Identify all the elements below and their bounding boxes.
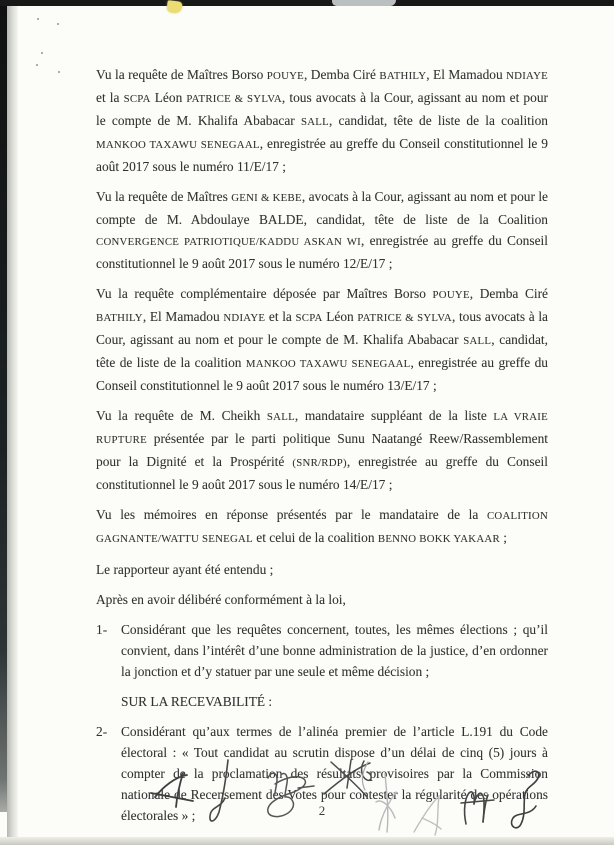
smallcaps-text-run: LA VRAIE RUPTURE	[96, 411, 548, 446]
smallcaps-text-run: NDIAYE	[223, 312, 266, 324]
paragraph	[96, 589, 548, 610]
top-scan-glare	[332, 0, 396, 6]
text-run: SUR LA RECEVABILITÉ :	[121, 694, 273, 709]
document-text	[96, 64, 548, 835]
paragraph	[96, 504, 548, 550]
smallcaps-text-run: SALL	[266, 411, 295, 423]
text-run: , enregistrée au greffe du Conseil constitutionnel le 9 août 2017 sous le numéro 14/E/17 ;	[96, 454, 548, 492]
pencil-dot	[36, 64, 38, 66]
bottom-scan-shadow	[0, 837, 614, 845]
text-run: , tous avocats à la Cour, agissant au nom et pour le compte de M. Khalifa Ababacar	[96, 309, 548, 347]
text-run: Vu la requête de Maîtres Borso	[96, 67, 267, 82]
text-run: et celui de la coalition	[252, 530, 378, 545]
signature-ink-6	[370, 772, 404, 834]
text-run: Vu la requête complémentaire déposée par Maîtres Borso	[96, 286, 433, 301]
signature-ink-9	[506, 766, 548, 832]
text-run: , Demba Ciré	[469, 286, 548, 301]
smallcaps-text-run: BENNO BOKK YAKAAR	[377, 533, 500, 545]
text-run: , avocats à la Cour, agissant au nom et pour le compte de M. Abdoulaye BALDE, candidat, tête de liste de la Coalition	[96, 189, 549, 227]
smallcaps-text-run: SCPA	[123, 93, 151, 105]
text-run: , tous avocats à la Cour, agissant au nom et pour le compte de M. Khalifa Ababacar	[96, 90, 548, 128]
text-run: , Demba Ciré	[304, 67, 380, 82]
smallcaps-text-run: CONVERGENCE PATRIOTIQUE/KADDU ASKAN WI	[96, 236, 362, 248]
paragraph	[96, 283, 548, 396]
section-heading	[96, 691, 548, 712]
smallcaps-text-run: POUYE	[432, 289, 470, 301]
text-run: , El Mamadou	[142, 309, 224, 324]
paragraph	[96, 559, 548, 580]
text-run: , candidat, tête de liste de la coalition	[328, 113, 548, 128]
text-run: ;	[499, 530, 507, 545]
smallcaps-text-run: PATRICE & SYLVA	[186, 93, 282, 105]
smallcaps-text-run: BATHILY	[379, 70, 427, 82]
text-run: , enregistrée au greffe du Conseil constitutionnel le 9 août 2017 sous le numéro 13/E/17 ;	[96, 355, 548, 393]
smallcaps-text-run: NDIAYE	[506, 70, 548, 82]
paragraph	[96, 64, 548, 177]
signature-ink-7	[410, 792, 446, 836]
pencil-dot	[57, 23, 59, 25]
smallcaps-text-run: MANKOO TAXAWU SENEGAAL	[245, 358, 411, 370]
pencil-dot	[37, 18, 39, 20]
smallcaps-text-run: GENI & KEBE	[231, 192, 302, 204]
smallcaps-text-run: MANKOO TAXAWU SENEGAAL	[96, 139, 260, 151]
smallcaps-text-run: COALITION GAGNANTE/WATTU SENEGAL	[96, 510, 548, 545]
text-run: présentée par le parti politique Sunu Naatangé Reew/Rassemblement pour la Dignité et la Prospérité	[96, 431, 548, 469]
text-run: Le rapporteur ayant été entendu ;	[96, 562, 274, 577]
smallcaps-text-run: PATRICE & SYLVA	[357, 312, 452, 324]
text-run: Considérant qu’aux termes de l’alinéa premier de l’article L.191 du Code électoral : « Tout candidat au scrutin dispose d’un délai de cinq (5) jours à compter de la proclamation des résultats provisoires par la Commission nationale de Recensement des Votes pour contester la régularité des opérations électorales » ;	[121, 724, 548, 823]
text-run: , enregistrée au greffe du Conseil constitutionnel le 9 août 2017 sous le numéro 11/E/17 ;	[96, 136, 548, 174]
pencil-dot	[58, 71, 60, 73]
text-run: Léon	[322, 309, 358, 324]
signature-ink-8	[458, 786, 496, 828]
text-run: Léon	[150, 90, 187, 105]
text-run: et la	[265, 309, 296, 324]
top-scan-edge-bar	[0, 0, 614, 6]
text-run: Considérant que les requêtes concernent, toutes, les mêmes élections ; qu’il convient, dans l’intérêt d’une bonne administration de la justice, d’en ordonner la jonction et d’y statuer par une seule et même décision ;	[121, 622, 548, 679]
signature-ink-3	[258, 766, 318, 822]
list-marker: 2-	[96, 724, 108, 739]
smallcaps-text-run: SALL	[300, 116, 329, 128]
text-run: , mandataire suppléant de la liste	[294, 408, 494, 423]
text-run: , enregistrée au greffe du Conseil constitutionnel le 9 août 2017 sous le numéro 12/E/17 ;	[96, 233, 548, 271]
list-marker: 1-	[96, 622, 108, 637]
text-run: Vu la requête de Maîtres	[96, 189, 232, 204]
smallcaps-text-run: POUYE	[266, 70, 305, 82]
text-run: , El Mamadou	[426, 67, 507, 82]
smallcaps-text-run: SCPA	[295, 312, 323, 324]
smallcaps-text-run: SALL	[463, 335, 492, 347]
smallcaps-text-run: (SNR/RDP)	[292, 457, 347, 469]
text-run: Vu les mémoires en réponse présentés par le mandataire de la	[96, 507, 487, 522]
signature-ink-2	[204, 758, 236, 832]
smallcaps-text-run: BATHILY	[96, 312, 143, 324]
yellow-sticker-mark	[166, 0, 182, 14]
page-number: 2	[318, 803, 326, 818]
text-run: Vu la requête de M. Cheikh	[96, 408, 267, 423]
pencil-dot	[41, 52, 43, 54]
text-run: et la	[96, 90, 124, 105]
text-run: Après en avoir délibéré conformément à la loi,	[96, 592, 346, 607]
left-scan-edge-bar	[0, 0, 7, 812]
paragraph	[96, 405, 548, 495]
paragraph	[96, 186, 548, 274]
numbered-paragraph	[96, 619, 548, 682]
text-run: , candidat, tête de liste de la coalition	[96, 332, 548, 370]
signature-ink-1	[148, 770, 196, 808]
left-scan-shadow	[7, 0, 18, 845]
